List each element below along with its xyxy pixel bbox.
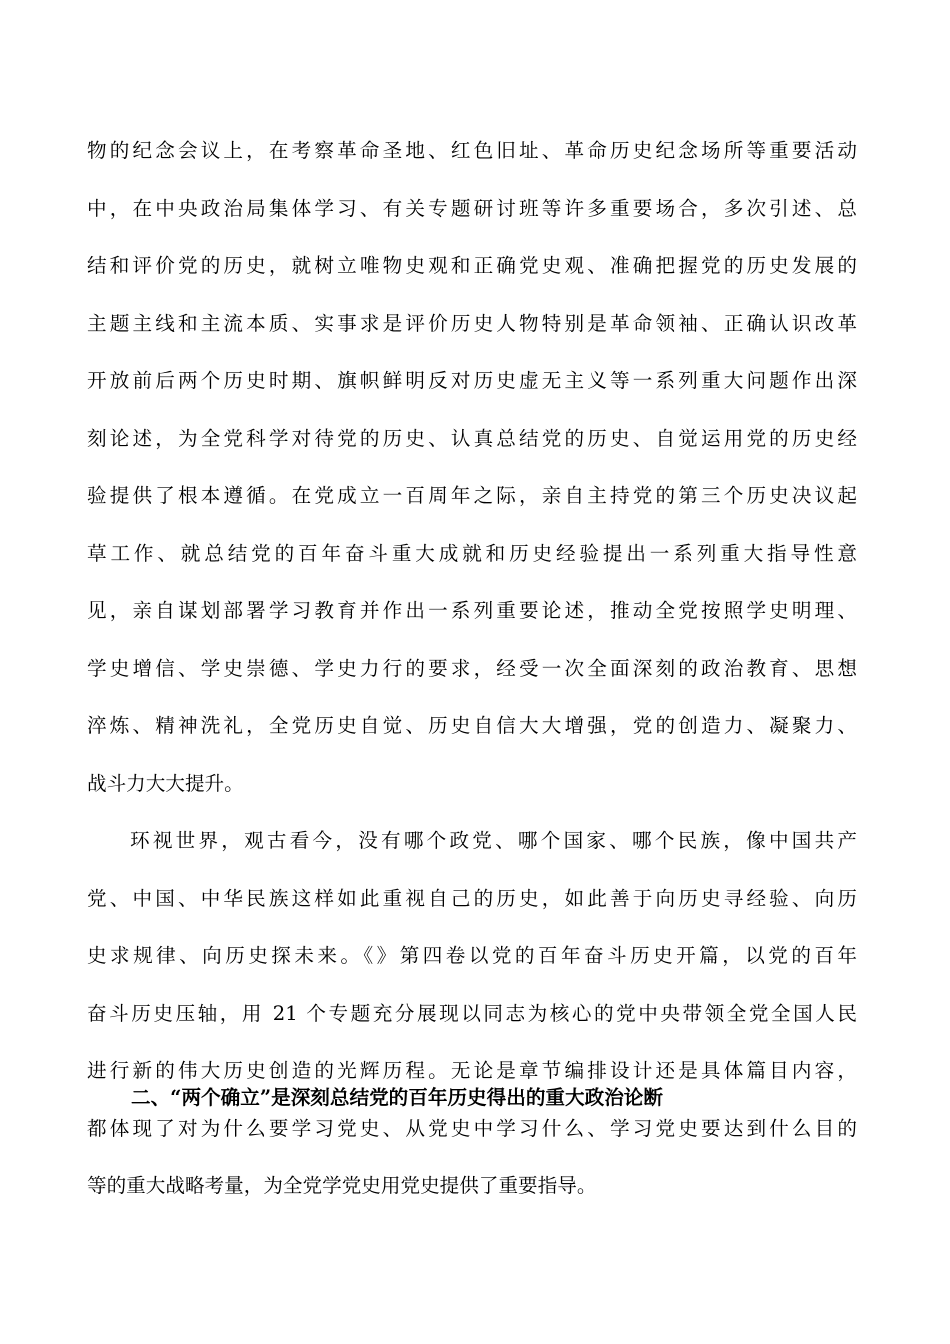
text-line: 中，在中央政治局集体学习、有关专题研讨班等许多重要场合，多次引述、总 (87, 196, 857, 220)
paragraph-1 (87, 122, 857, 812)
text-line: 刻论述，为全党科学对待党的历史、认真总结党的历史、自觉运用党的历史经 (87, 426, 857, 450)
text-line: 结和评价党的历史，就树立唯物史观和正确党史观、准确把握党的历史发展的 (87, 254, 857, 277)
text-line: 淬炼、精神洗礼，全党历史自觉、历史自信大大增强，党的创造力、凝聚力、 (87, 714, 857, 737)
text-line: 等的重大战略考量，为全党学党史用党史提供了重要指导。 (87, 1174, 597, 1197)
body-text (87, 122, 857, 1215)
text-line: 见，亲自谋划部署学习教育并作出一系列重要论述，推动全党按照学史明理、 (87, 599, 857, 622)
text-line: 史求规律、向历史探未来。《》第四卷以党的百年奋斗历史开篇，以党的百年 (87, 944, 857, 967)
text-line: 都体现了对为什么要学习党史、从党史中学习什么、学习党史要达到什么目的 (87, 1116, 857, 1140)
paragraph-2 (87, 812, 857, 1215)
text-line: 奋斗历史压轴，用 21 个专题充分展现以同志为核心的党中央带领全党全国人民 (87, 1001, 857, 1025)
text-line: 验提供了根本遵循。在党成立一百周年之际，亲自主持党的第三个历史决议起 (87, 484, 857, 507)
text-line: 环视世界，观古看今，没有哪个政党、哪个国家、哪个民族，像中国共产 (130, 829, 857, 852)
text-line: 开放前后两个历史时期、旗帜鲜明反对历史虚无主义等一系列重大问题作出深 (87, 369, 857, 392)
text-line: 物的纪念会议上，在考察革命圣地、红色旧址、革命历史纪念场所等重要活动 (87, 139, 857, 162)
text-line: 主题主线和主流本质、实事求是评价历史人物特别是革命领袖、正确认识改革 (87, 311, 857, 335)
text-line: 党、中国、中华民族这样如此重视自己的历史，如此善于向历史寻经验、向历 (87, 886, 857, 910)
text-line: 草工作、就总结党的百年奋斗重大成就和历史经验提出一系列重大指导性意 (87, 541, 857, 565)
text-line: 学史增信、学史崇德、学史力行的要求，经受一次全面深刻的政治教育、思想 (87, 656, 857, 680)
text-line: 进行新的伟大历史创造的光辉历程。无论是章节编排设计还是具体篇目内容， (87, 1059, 857, 1082)
section-heading: 二、“两个确立”是深刻总结党的百年历史得出的重大政治论断 (131, 1086, 663, 1109)
text-line: 战斗力大大提升。 (87, 771, 244, 795)
